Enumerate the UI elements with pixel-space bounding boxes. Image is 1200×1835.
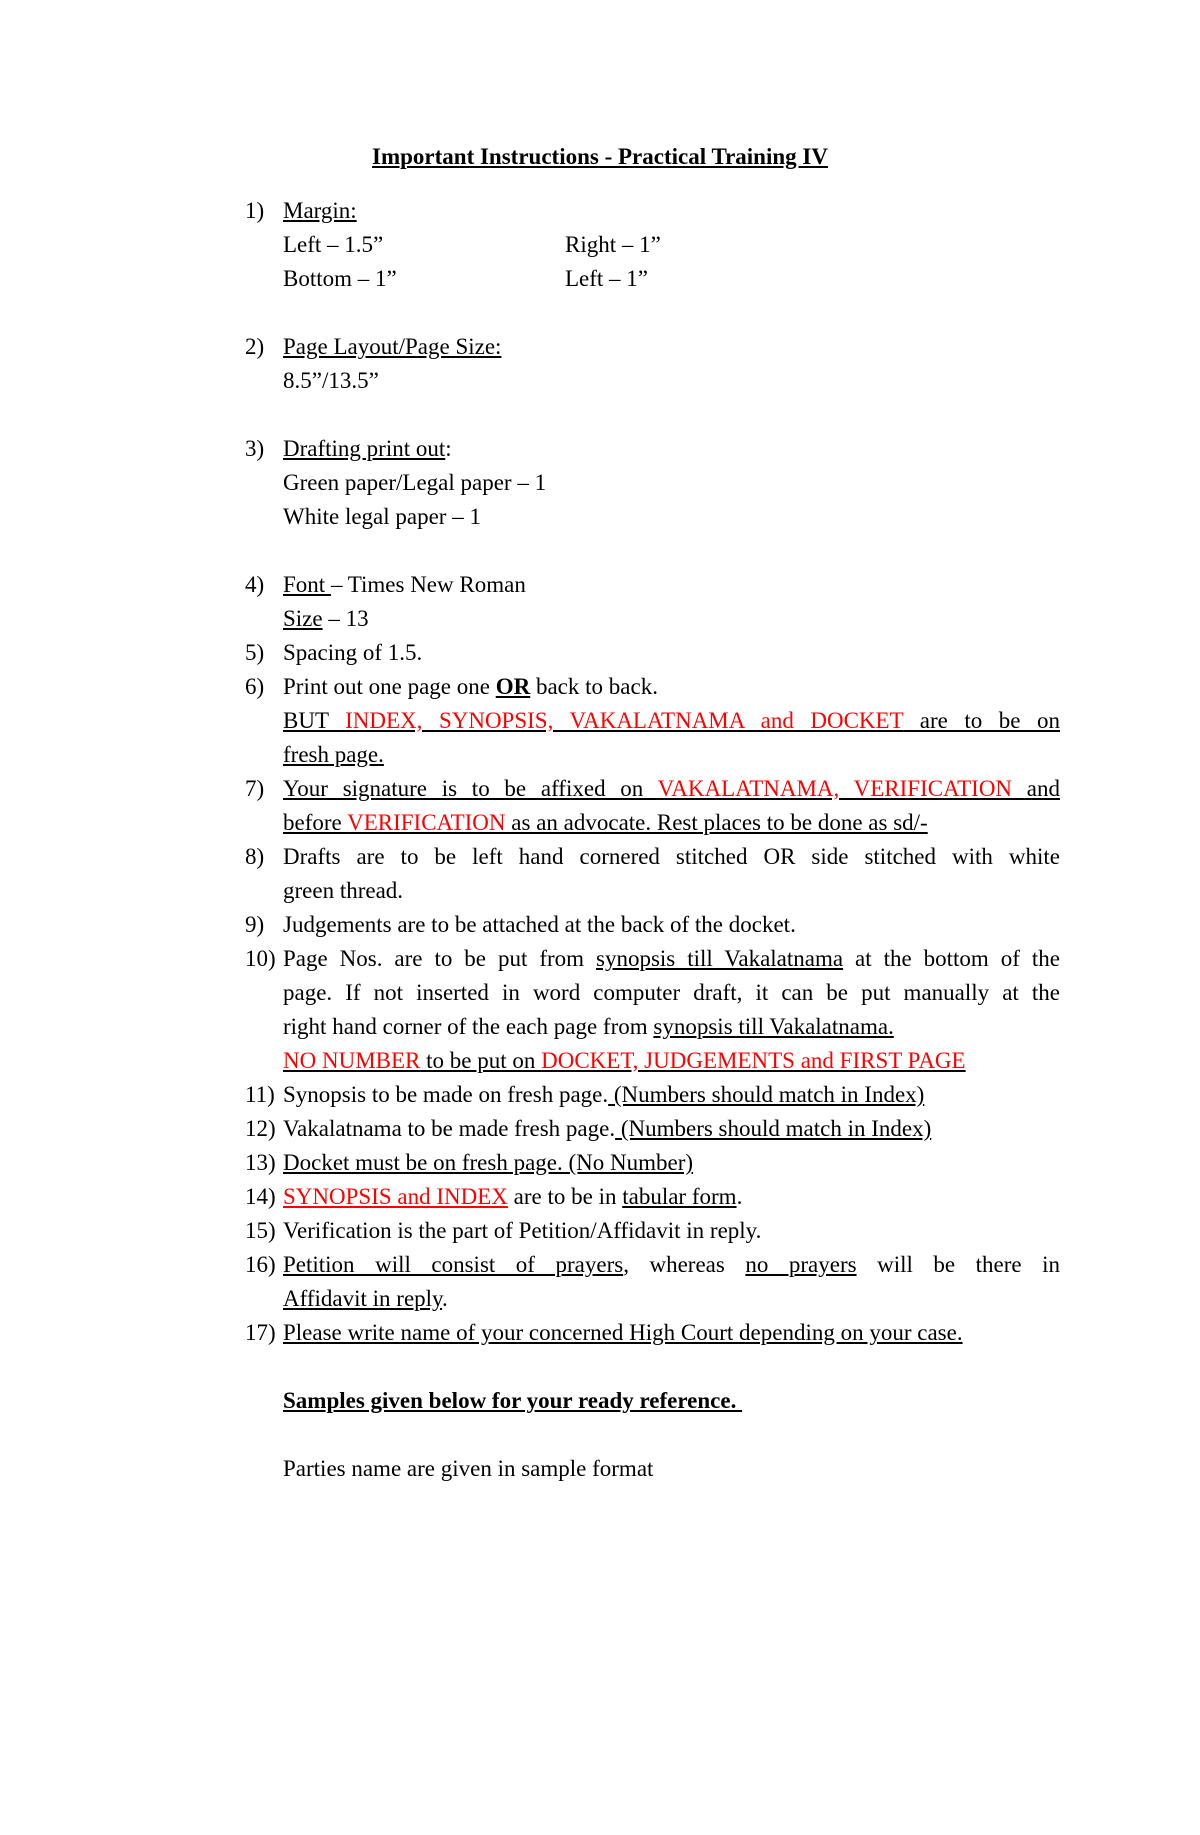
signature-rest: as an advocate. Rest places to be done as sd/- (505, 810, 928, 835)
drafts-line-2: green thread. (283, 878, 404, 903)
list-item-font (245, 568, 1060, 636)
margin-right: Right – 1” (565, 232, 661, 257)
item-number: 14) (245, 1184, 276, 1209)
list-item-tabular-form (245, 1180, 1060, 1214)
synopsis-index-text: SYNOPSIS and INDEX (283, 1184, 508, 1209)
parties-note: Parties name are given in sample format (283, 1456, 654, 1481)
item-number: 7) (245, 776, 265, 801)
high-court-text: Please write name of your concerned High Court depending on your case. (283, 1320, 963, 1345)
list-item-petition-prayers (245, 1248, 1060, 1316)
page-size-value: 8.5”/13.5” (283, 368, 379, 393)
margin-heading: Margin: (283, 198, 357, 223)
but-text: BUT (283, 708, 346, 733)
item-number: 6) (245, 674, 265, 699)
samples-heading: Samples given below for your ready reference. (283, 1388, 743, 1413)
instruction-list (245, 194, 1060, 1486)
list-item-drafts-stitching (245, 840, 1060, 908)
item-number: 11) (245, 1082, 275, 1107)
item-number: 5) (245, 640, 265, 665)
synopsis-text: Synopsis to be made on fresh page. (283, 1082, 609, 1107)
drafting-heading: Drafting print out (283, 436, 446, 461)
list-item-print-out (245, 670, 1060, 772)
item-number: 2) (245, 334, 265, 359)
document-title: Important Instructions - Practical Training IV (372, 144, 828, 169)
list-item-signature (245, 772, 1060, 840)
font-label: Font (283, 572, 331, 597)
item-number: 15) (245, 1218, 276, 1243)
signature-before: before (283, 810, 348, 835)
print-text: Print out one page one (283, 674, 496, 699)
synopsis-note: (Numbers should match in Index) (608, 1082, 925, 1107)
signature-and: and (1012, 776, 1060, 801)
item-number: 17) (245, 1320, 276, 1345)
page-nos-corner: right hand corner of the each page from (283, 1014, 654, 1039)
item-number: 9) (245, 912, 265, 937)
margin-left: Left – 1.5” (283, 232, 384, 257)
page-nos-line-2: page. If not inserted in word computer draft, it can be put manually at the (283, 980, 1060, 1005)
tabular-end: . (736, 1184, 743, 1209)
petition-end: . (442, 1286, 448, 1311)
margin-bottom: Bottom – 1” (283, 266, 397, 291)
page-nos-text: Page Nos. are to be put from (283, 946, 596, 971)
fresh-page-documents: INDEX, SYNOPSIS, VAKALATNAMA and DOCKET (345, 708, 904, 733)
list-item-synopsis (245, 1078, 1060, 1112)
no-number-documents: DOCKET, JUDGEMENTS and FIRST PAGE (541, 1048, 966, 1073)
page-layout-heading: Page Layout/Page Size: (283, 334, 502, 359)
size-value: – 13 (322, 606, 369, 631)
no-number-text: NO NUMBER (283, 1048, 421, 1073)
list-item-docket (245, 1146, 1060, 1180)
page-nos-bottom: at the bottom of the (843, 946, 1060, 971)
whereas-text: , whereas (623, 1252, 746, 1277)
item-number: 10) (245, 946, 276, 971)
will-be-there: will be there in (856, 1252, 1061, 1277)
font-value: – Times New Roman (330, 572, 526, 597)
size-label: Size (283, 606, 323, 631)
to-be-put-on: to be put on (420, 1048, 542, 1073)
drafting-colon: : (445, 436, 452, 461)
docket-text: Docket must be on fresh page. (No Number) (283, 1150, 694, 1175)
item-number: 8) (245, 844, 265, 869)
list-item-high-court (245, 1316, 1060, 1350)
affidavit-reply: Affidavit in reply (283, 1286, 443, 1311)
item-number: 4) (245, 572, 265, 597)
list-item-page-layout (245, 330, 1060, 398)
item-number: 13) (245, 1150, 276, 1175)
list-item-judgements (245, 908, 1060, 942)
spacing-text: Spacing of 1.5. (283, 640, 423, 665)
list-item-spacing (245, 636, 1060, 670)
tabular-form: tabular form (622, 1184, 737, 1209)
item-number: 12) (245, 1116, 276, 1141)
item-number: 16) (245, 1252, 276, 1277)
list-item-drafting-print (245, 432, 1060, 534)
vakalatnama-text: Vakalatnama to be made fresh page. (283, 1116, 616, 1141)
list-item-verification (245, 1214, 1060, 1248)
list-item-margin (245, 194, 1060, 296)
signature-text: Your signature is to be affixed on (283, 776, 658, 801)
verification-text: Verification is the part of Petition/Affidavit in reply. (283, 1218, 762, 1243)
list-item-page-numbers (245, 942, 1060, 1078)
judgements-text: Judgements are to be attached at the back of the docket. (283, 912, 796, 937)
no-prayers: no prayers (745, 1252, 857, 1277)
vakalatnama-note: (Numbers should match in Index) (615, 1116, 932, 1141)
or-emphasis: OR (495, 674, 531, 699)
signature-documents: VAKALATNAMA, VERIFICATION (657, 776, 1013, 801)
tabular-text: are to be in (507, 1184, 623, 1209)
print-text-end: back to back. (530, 674, 658, 699)
page-nos-range: synopsis till Vakalatnama (596, 946, 844, 971)
drafting-white-paper: White legal paper – 1 (283, 504, 481, 529)
item-number: 3) (245, 436, 265, 461)
petition-prayers: Petition will consist of prayers (283, 1252, 624, 1277)
page-nos-range-2: synopsis till Vakalatnama. (653, 1014, 894, 1039)
fresh-page-text: fresh page. (283, 742, 384, 767)
signature-verification: VERIFICATION (347, 810, 506, 835)
list-item-vakalatnama (245, 1112, 1060, 1146)
are-to-be-on: are to be on (903, 708, 1060, 733)
drafts-line-1: Drafts are to be left hand cornered stitched OR side stitched with white (283, 844, 1060, 869)
item-number: 1) (245, 198, 265, 223)
drafting-green-paper: Green paper/Legal paper – 1 (283, 470, 547, 495)
margin-left-second: Left – 1” (565, 266, 649, 291)
